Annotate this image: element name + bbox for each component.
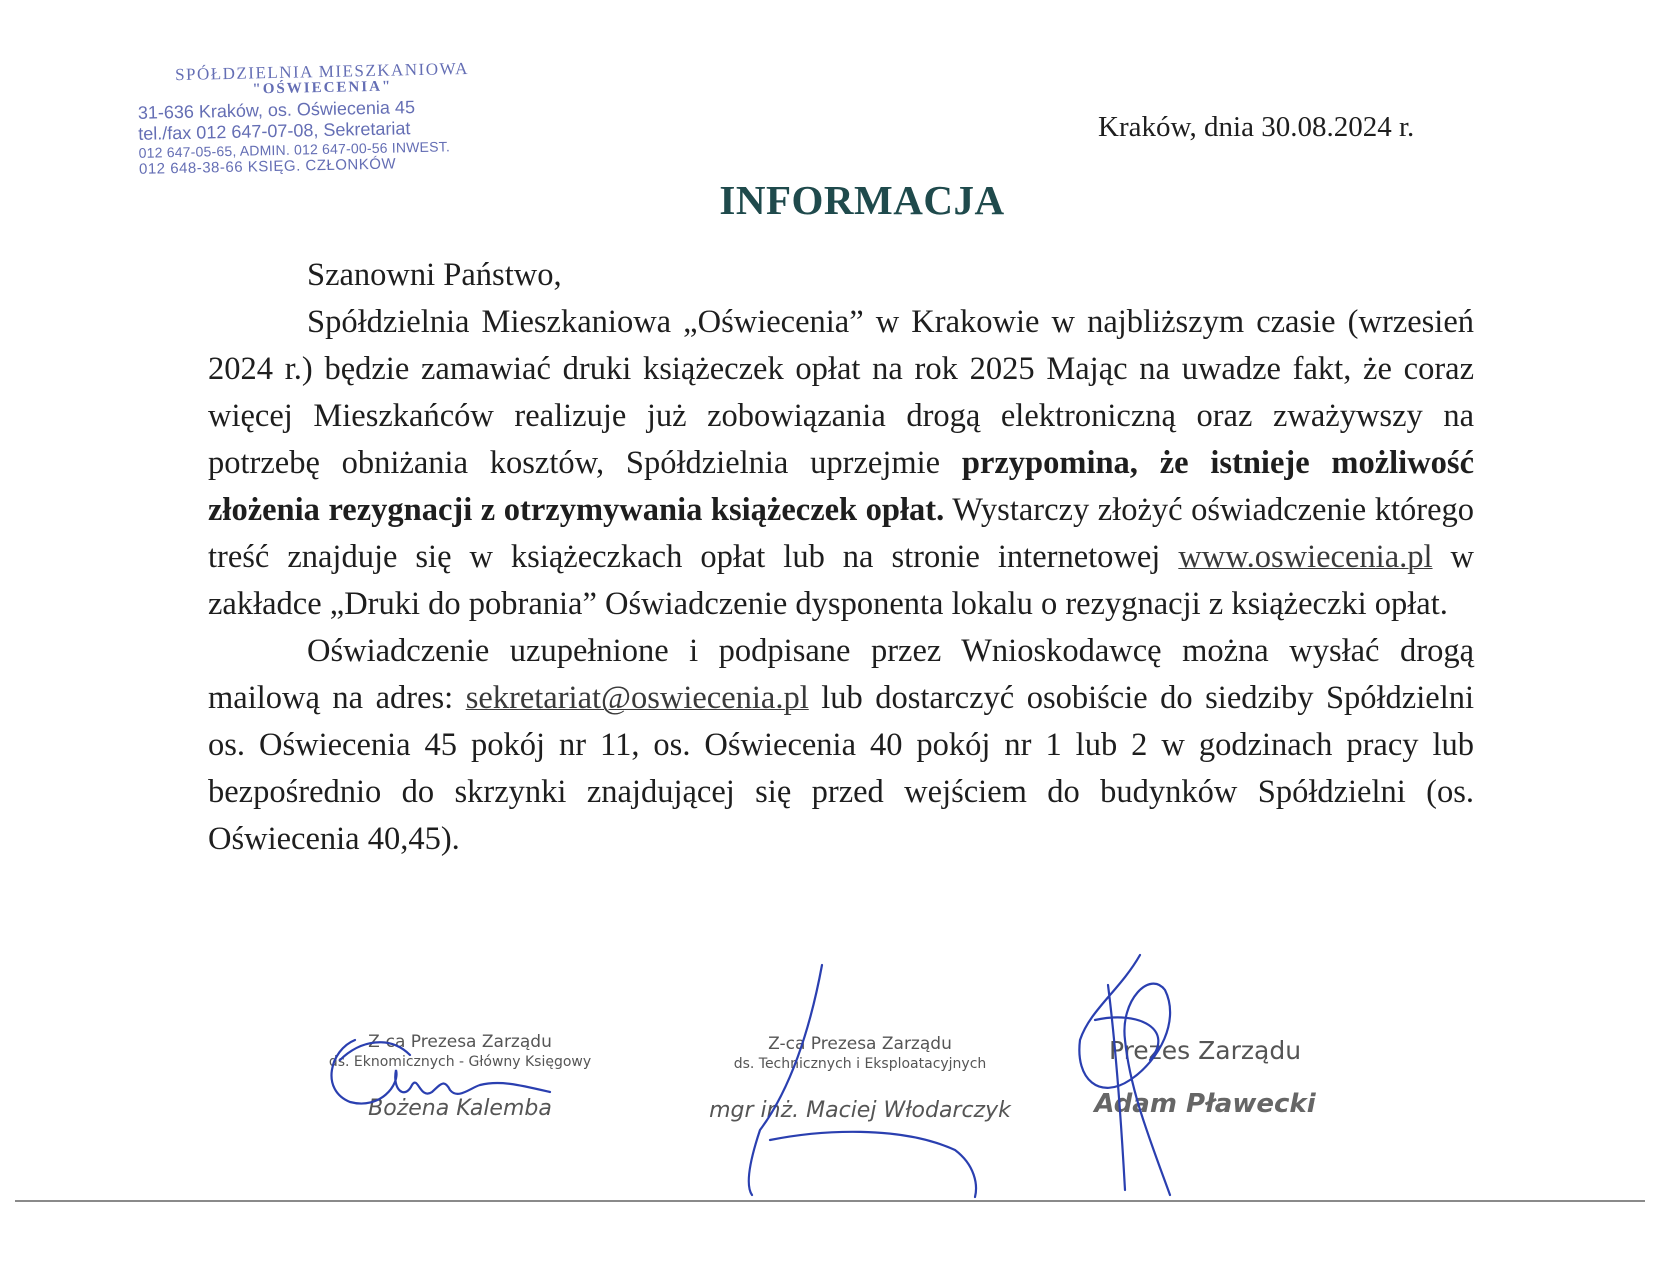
signature-kalemba-stroke (331, 1040, 550, 1104)
stamp-line-5: 012 647-05-65, ADMIN. 012 647-00-56 INWEST. (138, 138, 451, 161)
stamp-line-3: 31-636 Kraków, os. Oświecenia 45 (137, 97, 416, 123)
page-bottom-rule (15, 1200, 1645, 1202)
signature-name: Bożena Kalemba (368, 1096, 552, 1121)
paragraph-1-text-a: Spółdzielnia Mieszkaniowa „Oświecenia” w Krakowie w najbliższym czasie (wrzesień 2024 r.) będzie zamawiać druki książeczek opłat na rok 2025 Mając na uwadze fakt, że coraz więcej Mieszkańców realizuje już zobowiązania drogą elektroniczną oraz zważywszy na potrzebę obniżania kosztów, Spółdzielnia uprzejmie (208, 304, 1474, 481)
salutation: Szanowni Państwo, (307, 257, 562, 293)
stamp-line-2: "OŚWIECENIA" (252, 78, 393, 98)
signature-role: Z-ca Prezesa Zarządu (368, 1032, 552, 1052)
letter-date: Kraków, dnia 30.08.2024 r. (1098, 111, 1415, 143)
paragraph-2-text-a: Oświadczenie uzupełnione i podpisane przez Wnioskodawcę można wysłać drogą mailową na adres: (208, 633, 1474, 716)
signature-dept: ds. Eknomicznych - Główny Księgowy (328, 1054, 592, 1070)
signature-wlodarczyk-stroke (749, 965, 976, 1197)
website-link[interactable]: www.oswiecenia.pl (1178, 539, 1433, 575)
paragraph-1-bold: przypomina, że istnieje możliwość złożenia rezygnacji z otrzymywania książeczek opłat. (208, 445, 1474, 528)
paragraph-1-text-c: w zakładce „Druki do pobrania” Oświadczenie dysponenta lokalu o rezygnacji z książeczki opłat. (208, 539, 1474, 622)
signature-plawecki-stroke (1079, 955, 1170, 1195)
signature-name: Adam Pławecki (1094, 1089, 1316, 1119)
stamp-line-4: tel./fax 012 647-07-08, Sekretariat (138, 118, 411, 144)
signature-role: Z-ca Prezesa Zarządu (768, 1034, 952, 1054)
stamp-line-6: 012 648-38-66 KSIĘG. CZŁONKÓW (138, 155, 397, 178)
paragraph-2-text-b: lub dostarczyć osobiście do siedziby Spółdzielni os. Oświecenia 45 pokój nr 11, os. Oświecenia 40 pokój nr 1 lub 2 w godzinach pracy lub bezpośrednio do skrzynki znajdującej się przed wejściem do budynków Spółdzielni (os. Oświecenia 40,45). (208, 680, 1474, 857)
paragraph-1-text-b: Wystarczy złożyć oświadczenie którego treść znajduje się w książeczkach opłat lub na stronie internetowej (208, 492, 1475, 575)
document-title: INFORMACJA (719, 177, 1005, 223)
signature-dept: ds. Technicznych i Eksploatacyjnych (733, 1056, 987, 1072)
email-link[interactable]: sekretariat@oswiecenia.pl (465, 680, 809, 716)
signature-role: Prezes Zarządu (1108, 1036, 1302, 1065)
signature-name: mgr inż. Maciej Włodarczyk (709, 1098, 1011, 1123)
stamp-line-1: SPÓŁDZIELNIA MIESZKANIOWA (174, 58, 470, 85)
